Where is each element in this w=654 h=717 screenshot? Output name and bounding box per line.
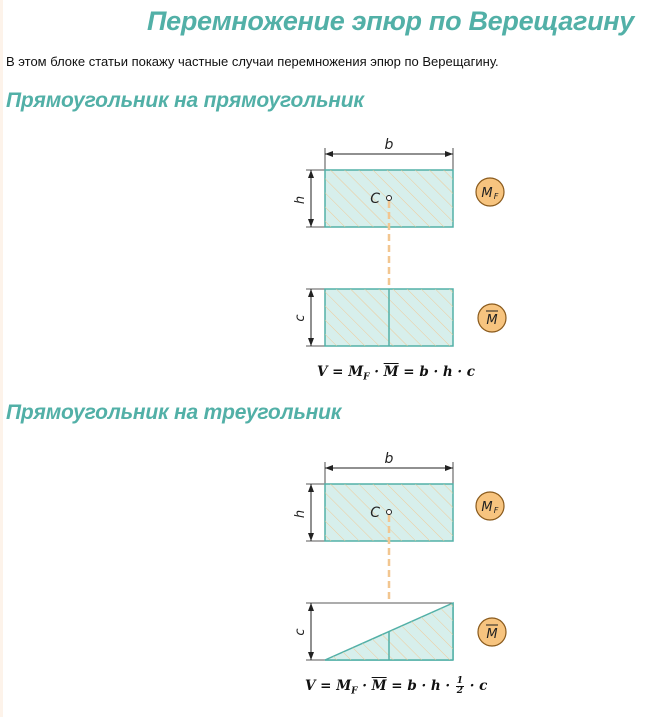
label-h: h [293,195,308,205]
formula-rect-rect: $V = M_F \cdot \overline{M} = b \cdot h \cdot c$ [317,364,476,383]
diagram-rect-rect [280,134,520,359]
badge-mbar [478,304,506,332]
dimension-h [293,170,325,227]
dimension-b [325,137,453,170]
label-c-centroid: C [370,191,380,207]
svg-text:F: F [493,192,499,201]
page-title: Перемножение эпюр по Верещагину [146,6,634,36]
svg-text:F: F [493,506,499,515]
diagram-rect-triangle [280,448,520,673]
badge-mbar [478,618,506,646]
label-b: b [384,137,394,153]
badge-mf [476,178,504,206]
dimension-b [325,451,453,484]
dimension-h [293,484,325,541]
left-margin-strip [0,0,3,717]
label-c-centroid: C [370,505,380,521]
label-b: b [384,451,394,467]
section-title-rect-rect: Прямоугольник на прямоугольник [6,89,364,112]
centroid-point [387,510,392,515]
dimension-c [293,289,325,346]
section-title-rect-triangle: Прямоугольник на треугольник [6,401,342,424]
formula-rect-triangle: $V = M_F \cdot \overline{M} = b \cdot h$ · $\frac{1}{2}$ · c [305,676,488,697]
intro-paragraph: В этом блоке статьи покажу частные случаи перемножения эпюр по Верещагину. [6,54,499,69]
label-c-dim: c [293,314,308,322]
svg-text:M: M [481,186,493,201]
svg-text:M: M [481,500,493,515]
badge-mf [476,492,504,520]
svg-text:M: M [486,627,498,642]
label-c-dim: c [293,628,308,636]
centroid-point [387,196,392,201]
label-h: h [293,509,308,519]
svg-text:M: M [486,313,498,328]
